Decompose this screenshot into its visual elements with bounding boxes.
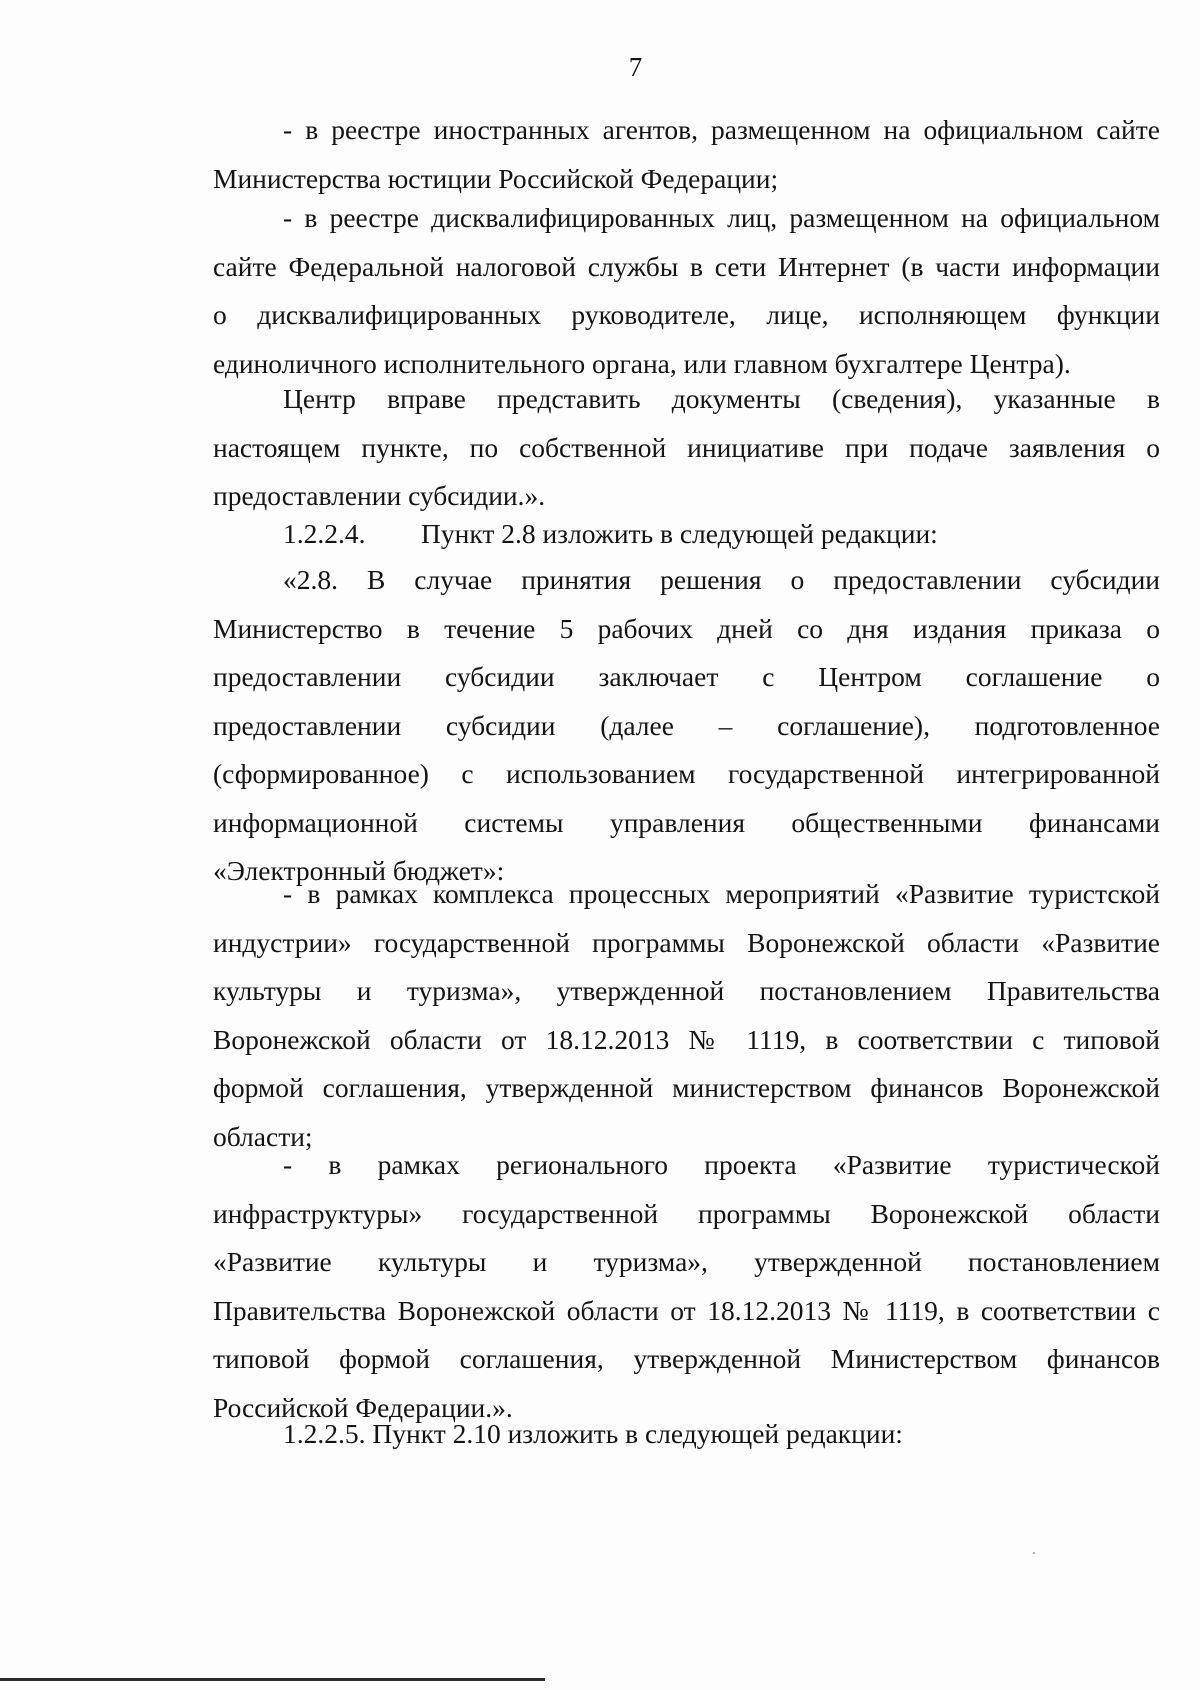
clause-number: 1.2.2.4. (283, 518, 366, 549)
paragraph-regional-project (213, 1141, 1160, 1432)
text-line: культуры и туризма», утвержденной постановлением Правительства (213, 975, 1160, 1006)
paragraph-foreign-agents-registry (213, 106, 1160, 203)
text-line: настоящем пункте, по собственной инициативе при подаче заявления о (213, 431, 1160, 463)
text-line: типовой формой соглашения, утвержденной Министерством финансов (213, 1343, 1160, 1374)
text-line: Центр вправе представить документы (сведения), указанные в (283, 383, 1160, 414)
text-line: Министерство в течение 5 рабочих дней со дня издания приказа о (213, 612, 1160, 644)
text-line: индустрии» государственной программы Воронежской области «Развитие (213, 926, 1160, 958)
text-line: «2.8. В случае принятия решения о предоставлении субсидии (283, 564, 1160, 595)
text-line: Министерства юстиции Российской Федерации; (213, 162, 779, 194)
text-line: (сформированное) с использованием государственной интегрированной (213, 758, 1160, 789)
text-line: предоставлении субсидии (далее – соглашение), подготовленное (213, 709, 1160, 741)
paragraph-clause-2-8 (213, 556, 1160, 896)
clause-1-2-2-4 (283, 510, 938, 559)
clause-1-2-2-5 (283, 1410, 903, 1459)
text-line: инфраструктуры» государственной программы Воронежской области (213, 1197, 1160, 1229)
text-line: Воронежской области от 18.12.2013 № 1119, в соответствии с типовой (213, 1023, 1160, 1055)
text-line: области; (213, 1120, 313, 1152)
clause-text: 1.2.2.5. Пункт 2.10 изложить в следующей редакции: (283, 1418, 903, 1449)
text-line: предоставлении субсидии.». (213, 480, 546, 511)
text-line: - в рамках комплекса процессных мероприятий «Развитие туристской (283, 878, 1160, 909)
text-line: формой соглашения, утвержденной министерством финансов Воронежской (213, 1072, 1160, 1103)
text-line: - в реестре дисквалифицированных лиц, размещенном на официальном (283, 202, 1160, 233)
text-line: «Развитие культуры и туризма», утвержденной постановлением (213, 1246, 1160, 1277)
text-line: Правительства Воронежской области от 18.12.2013 № 1119, в соответствии с (213, 1294, 1160, 1326)
text-line: единоличного исполнительного органа, или главном бухгалтере Центра). (213, 347, 1071, 379)
clause-text: Пункт 2.8 изложить в следующей редакции: (421, 518, 938, 549)
text-line: о дисквалифицированных руководителе, лице, исполняющем функции (213, 299, 1160, 330)
page-number: 7 (628, 52, 643, 82)
paragraph-process-activities (213, 870, 1160, 1161)
page-bottom-edge (0, 1678, 545, 1681)
paragraph-disqualified-persons-registry (213, 194, 1160, 388)
text-line: - в реестре иностранных агентов, размещенном на официальном сайте (283, 114, 1160, 145)
scan-artifact (1033, 1552, 1035, 1554)
text-line: предоставлении субсидии заключает с Центром соглашение о (213, 661, 1160, 692)
paragraph-center-right (213, 375, 1160, 521)
text-line: информационной системы управления общественными финансами (213, 806, 1160, 838)
text-line: сайте Федеральной налоговой службы в сети Интернет (в части информации (213, 250, 1160, 282)
text-line: Российской Федерации.». (213, 1391, 513, 1423)
text-line: - в рамках регионального проекта «Развитие туристической (283, 1149, 1160, 1180)
text-line: «Электронный бюджет»: (213, 855, 505, 886)
